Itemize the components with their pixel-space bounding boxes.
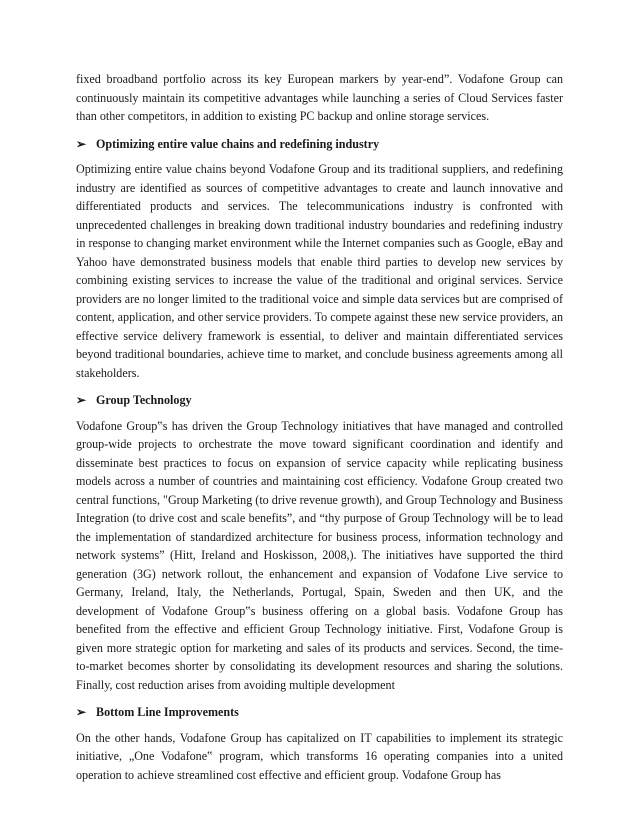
section-heading-value-chains bbox=[76, 135, 563, 154]
section-heading-label: Group Technology bbox=[96, 393, 192, 407]
section-heading-label: Bottom Line Improvements bbox=[96, 705, 239, 719]
section-body-group-technology: Vodafone Group‟s has driven the Group Technology initiatives that have managed and controlled group-wide projects to orchestrate the move toward significant coordination and identify and disseminate best practices to focus on expansion of service capacity while replicating business models across a number of countries and maintaining cost efficiency. Vodafone Group created two central functions, "Group Marketing (to drive revenue growth), and Group Technology and Business Integration (to drive cost and scale benefits”, and “thy purpose of Group Technology will be to lead the implementation of standardized architecture for business process, information technology and network systems” (Hitt, Ireland and Hoskisson, 2008,). The initiatives have supported the third generation (3G) network rollout, the enhancement and expansion of Vodafone Live service to Germany, Ireland, Italy, the Netherlands, Portugal, Spain, Sweden and then UK, and the development of Vodafone Group‟s business offering on a global basis. Vodafone Group has benefited from the effective and efficient Group Technology initiative. First, Vodafone Group is given more strategic option for marketing and sales of its products and services. Second, the time-to-market becomes shorter by consolidating its development resources and sharing the solutions. Finally, cost reduction arises from avoiding multiple development bbox=[76, 418, 563, 692]
document-page bbox=[76, 70, 563, 784]
arrow-bullet-icon: ➢ bbox=[76, 136, 87, 151]
arrow-bullet-icon: ➢ bbox=[76, 705, 87, 720]
section-heading-label: Optimizing entire value chains and redefining industry bbox=[96, 136, 380, 151]
section-heading-group-technology bbox=[76, 391, 563, 410]
section-heading-bottom-line bbox=[76, 703, 563, 722]
section-body-value-chains: Optimizing entire value chains beyond Vodafone Group and its traditional suppliers, and redefining industry are identified as sources of competitive advantages to create and launch innovative and differentiated products and services. The telecommunications industry is confronted with unprecedented challenges in breaking down traditional industry boundaries and redefining industry in response to changing market environment while the Internet companies such as Google, eBay and Yahoo have demonstrated business models that enable third parties to develop new services by combining existing services to increase the value of the traditional and original services. Service providers are no longer limited to the traditional voice and simple data services but are comprised of content, application, and other service providers. To compete against these new service providers, an effective service delivery framework is essential, to deliver and maintain differentiated services beyond traditional boundaries, achieve time to market, and conclude business agreements among all stakeholders. bbox=[76, 162, 563, 380]
section-body-bottom-line: On the other hands, Vodafone Group has capitalized on IT capabilities to implement its strategic initiative, „One Vodafone‟ program, which transforms 16 operating companies into a united operation to achieve streamlined cost effective and efficient group. Vodafone Group has bbox=[76, 730, 563, 782]
arrow-bullet-icon: ➢ bbox=[76, 393, 87, 408]
intro-paragraph: fixed broadband portfolio across its key European markers by year-end”. Vodafone Group can continuously maintain its competitive advantages while launching a series of Cloud Services faster than other competitors, in addition to existing PC backup and online storage services. bbox=[76, 72, 563, 123]
